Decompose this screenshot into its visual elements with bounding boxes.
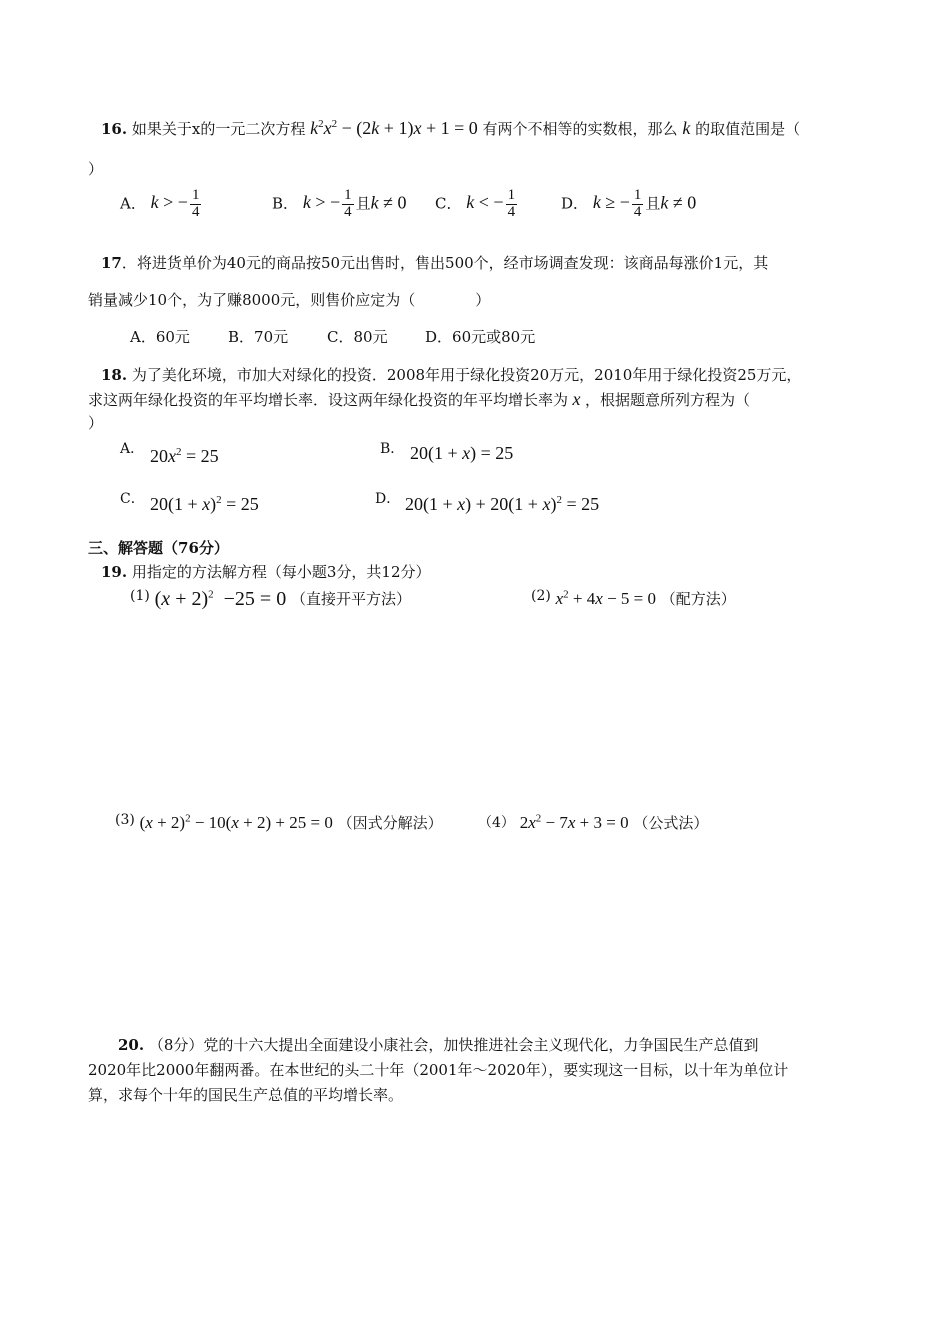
q17-options (130, 326, 535, 347)
q16-option-a-math: k > − $\frac{1}{4}$ (150, 187, 200, 220)
q17-line1 (101, 252, 768, 273)
q19-text: 用指定的方法解方程（每小题3分，共12分） (131, 563, 431, 581)
q16-stem (101, 118, 800, 139)
q18-option-a-label: A． (120, 441, 145, 457)
q16-close: ） (88, 160, 104, 178)
q16-equation: $k^2x^2 - (2k + 1)x + 1 = 0$ (310, 118, 478, 138)
q17-text-line1: ．将进货单价为40元的商品按50元出售时，售出500个，经市场调查发现：该商品每涨价1元，其 (121, 254, 769, 272)
q16-option-b-math: k > − $\frac{1}{4}$ (302, 187, 352, 220)
q16-option-b-and: 且 (355, 194, 371, 213)
q19-part4-method: （公式法） (633, 814, 709, 832)
q19-part1-math: $(x + 2)^2 -25 = 0$ (154, 588, 287, 610)
q16-text-after: 有两个不相等的实数根，那么 (482, 120, 678, 138)
q16-option-c-math: k < − $\frac{1}{4}$ (466, 187, 516, 220)
q18-line3: ） (88, 414, 104, 432)
q17-option-a: A．60元 (130, 328, 190, 346)
q16-option-d-math: k ≥ − $\frac{1}{4}$ (592, 187, 642, 220)
q18-text-line2b: ，根据题意所列方程为（ (585, 391, 751, 409)
q16-option-d-math2: k ≠ 0 (660, 192, 697, 213)
q18-line1 (101, 364, 801, 385)
q18-line2 (88, 389, 750, 410)
q16-option-c (435, 188, 519, 221)
q16-option-a (120, 188, 203, 221)
q17-option-d: D．60元或80元 (425, 328, 536, 346)
q17-option-c: C．80元 (327, 328, 388, 346)
q19-part3-method: （因式分解法） (337, 814, 443, 832)
q19-number: 19. (101, 563, 128, 581)
q20-line1 (118, 1034, 758, 1055)
q19-part3-math: $(x + 2)^2 - 10(x + 2) + 25 = 0$ (139, 812, 333, 832)
q18-option-b-math: 20(1 + x) = 25 (410, 443, 514, 463)
q16-option-a-label: A． (120, 194, 146, 213)
q18-text-line2a: 求这两年绿化投资的年平均增长率．设这两年绿化投资的年平均增长率为 (88, 391, 569, 409)
q19-part4 (478, 812, 708, 833)
q18-option-c-math: $20(1 + x)^2 = 25$ (150, 494, 259, 514)
q20-line2: 2020年比2000年翻两番。在本世纪的头二十年（2001年～2020年），要实现这一目标，以十年为单位计 (88, 1061, 789, 1079)
q19-part1-label: (1) (130, 588, 150, 604)
q19-part2 (531, 588, 736, 609)
q19-stem (101, 561, 431, 582)
q18-option-b-label: B． (380, 441, 405, 457)
q19-part4-math: $2x^2 - 7x + 3 = 0$ (519, 812, 629, 832)
q20-number: 20. (118, 1036, 145, 1054)
q16-option-b-math2: k ≠ 0 (370, 192, 407, 213)
q16-option-b-label: B． (272, 194, 299, 213)
q17-number: 17 (101, 254, 122, 272)
q18-option-c-label: C． (120, 491, 145, 507)
q16-text-before: 如果关于x的一元二次方程 (131, 120, 306, 138)
q19-part1 (130, 588, 411, 611)
q17-line2: 销量减少10个，为了赚8000元，则售价应定为（ ） (88, 291, 491, 309)
q19-part2-method: （配方法） (660, 590, 736, 608)
q18-option-d-label: D． (375, 491, 401, 507)
q19-part1-method: （直接开平方法） (290, 590, 411, 608)
q18-option-a-math: $20x^2 = 25$ (150, 446, 219, 466)
q16-option-b (272, 188, 407, 221)
q19-part2-math: $x^2 + 4x - 5 = 0$ (555, 588, 656, 608)
q20-line3: 算，求每个十年的国民生产总值的平均增长率。 (88, 1086, 404, 1104)
q17-option-b: B．70元 (228, 328, 289, 346)
q18-number: 18. (101, 366, 128, 384)
q16-option-c-label: C． (435, 194, 462, 213)
q19-part4-label: （4） (478, 815, 515, 831)
q18-text-line1: 为了美化环境，市加大对绿化的投资．2008年用于绿化投资20万元，2010年用于绿化投资25万元， (131, 366, 802, 384)
q16-text-end: 的取值范围是（ (695, 120, 801, 138)
q20-text-line1: （8分）党的十六大提出全面建设小康社会，加快推进社会主义现代化，力争国民生产总值到 (148, 1036, 759, 1054)
section3-title: 三、解答题（76分） (88, 539, 229, 557)
q19-part3-label: (3) (115, 812, 135, 828)
q16-option-d-label: D． (561, 194, 589, 213)
q16-option-d-and: 且 (645, 194, 661, 213)
q19-part3 (115, 812, 443, 833)
q16-number: 16. (101, 120, 128, 138)
q19-part2-label: (2) (531, 588, 551, 604)
q16-k: k (682, 118, 691, 138)
q18-option-d-math: $20(1 + x) + 20(1 + x)^2 = 25$ (405, 494, 600, 514)
q16-option-d (561, 188, 696, 221)
q18-x: x (568, 389, 586, 409)
